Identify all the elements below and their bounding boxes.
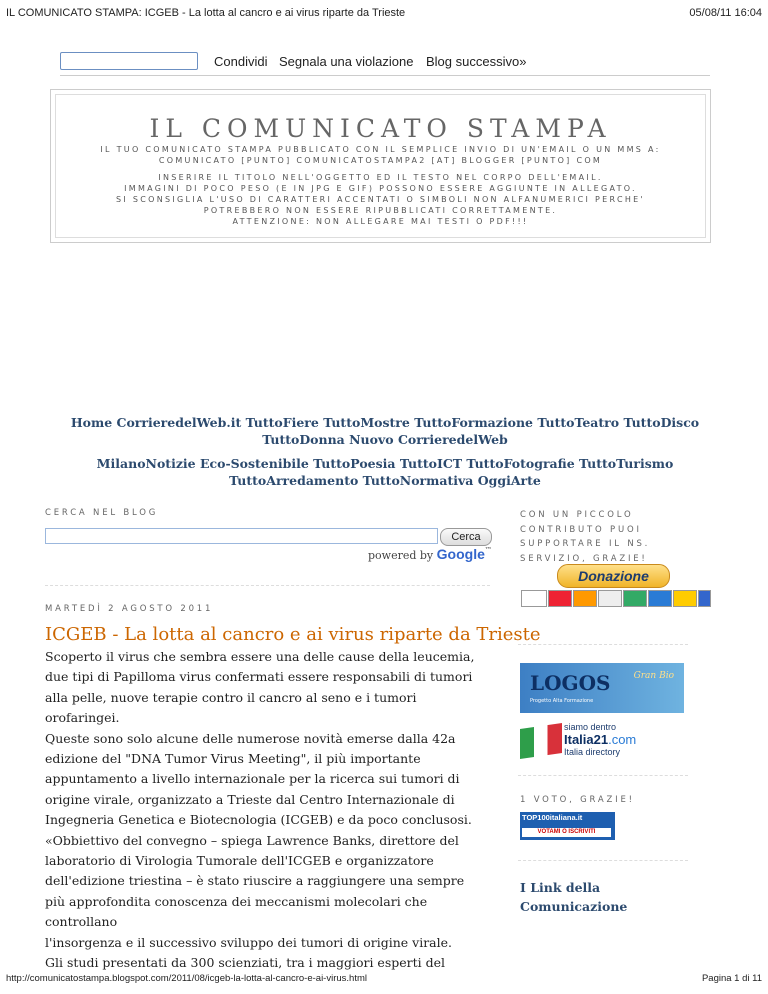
post-line: origine virale, organizzato a Trieste dal Centro Internazionale di	[45, 791, 455, 807]
italia21-name-text: Italia21	[564, 732, 609, 747]
donate-heading-line: CONTRIBUTO PUOI	[520, 524, 642, 535]
donate-button[interactable]: Donazione	[557, 564, 670, 588]
italian-flag-icon	[520, 723, 562, 759]
card-icon	[573, 590, 597, 607]
blog-description-line: ATTENZIONE: NON ALLEGARE MAI TESTI O PDF!!!	[232, 217, 529, 226]
post-line: Scoperto il virus che sembra essere una delle cause della leucemia,	[45, 649, 475, 664]
blog-description-line: IMMAGINI DI POCO PESO (E IN JPG E GIF) POSSONO ESSERE AGGIUNTE IN ALLEGATO.	[124, 184, 637, 193]
navbar-divider	[60, 75, 710, 76]
card-icon	[673, 590, 697, 607]
italia21-badge[interactable]	[520, 722, 684, 760]
blog-description-line: IL TUO COMUNICATO STAMPA PUBBLICATO CON IL SEMPLICE INVIO DI UN'EMAIL O UN MMS A:	[100, 145, 661, 154]
next-blog-link[interactable]: Blog successivo»	[426, 54, 527, 69]
paypal-icon	[598, 590, 622, 607]
post-line: orofaringei.	[45, 710, 120, 726]
pages-tab-list	[60, 414, 710, 448]
post-line: appuntamento a livello internazionale per la ricerca sui tumori di	[45, 771, 460, 787]
navbar-search-input[interactable]	[60, 52, 198, 70]
italia21-directory-text: Italia directory	[564, 747, 621, 757]
blog-description-line: SI SCONSIGLIA L'USO DI CARATTERI ACCENTATI O SIMBOLI NON ALFANUMERICI PERCHE'	[115, 195, 646, 204]
blogger-navbar	[60, 50, 710, 76]
top100-badge[interactable]	[520, 812, 615, 840]
amex-icon	[648, 590, 672, 607]
top100-label: TOP100italiana.it	[522, 813, 583, 822]
italia21-top-text: siamo dentro	[564, 722, 617, 732]
share-link[interactable]: Condividi	[214, 54, 268, 69]
print-header-title: IL COMUNICATO STAMPA: ICGEB - La lotta al cancro e ai virus riparte da Trieste	[6, 7, 406, 19]
logos-banner[interactable]	[520, 663, 684, 713]
links-heading-line: I Link della	[520, 880, 601, 895]
divider	[518, 775, 688, 777]
trademark-sign: ™	[484, 546, 492, 554]
post-line: l'insorgenza e il successivo sviluppo dei tumori di origine virale.	[45, 934, 452, 950]
pages-tab-row[interactable]: MilanoNotizie Eco-Sostenibile TuttoPoesia TuttoICT TuttoFotografie TuttoTurismo	[96, 456, 674, 471]
visa-icon	[521, 590, 547, 607]
links-heading-line: Comunicazione	[520, 899, 628, 914]
powered-by-label: powered by	[368, 549, 434, 562]
vote-button[interactable]: VOTAMI O ISCRIVITI	[522, 828, 611, 837]
logos-banner-right-text: Gran Bio	[633, 671, 674, 681]
pages-tab-list-2	[60, 455, 710, 489]
post-line: Ingegneria Genetica e Biotecnologia (ICGEB) e da poco conclusosi.	[45, 812, 472, 828]
vote-heading: 1 VOTO, GRAZIE!	[520, 795, 635, 805]
post-line: dell'edizione triestina – è stato riuscire a raggiungere una sempre	[45, 873, 465, 889]
blog-header	[50, 89, 711, 243]
post-line: Queste sono solo alcune delle numerose novità emerse dalla 42a	[45, 730, 456, 746]
divider	[518, 860, 688, 862]
card-icon	[698, 590, 711, 607]
divider	[45, 585, 490, 587]
pages-tab-row[interactable]: TuttoDonna Nuovo CorrieredelWeb	[262, 432, 508, 447]
post-line: alla pelle, nuove terapie contro il cancro al seno e i tumori	[45, 689, 417, 705]
post-body	[45, 647, 485, 974]
logos-banner-text: LOGOS	[530, 671, 611, 695]
search-button[interactable]: Cerca	[440, 528, 492, 546]
mastercard-icon	[548, 590, 572, 607]
payment-card-icons	[521, 590, 711, 607]
donate-heading-line: SERVIZIO, GRAZIE!	[520, 553, 648, 564]
blog-description-line: COMUNICATO [PUNTO] COMUNICATOSTAMPA2 [AT] BLOGGER [PUNTO] COM	[158, 156, 603, 165]
print-footer-page: Pagina 1 di 11	[701, 973, 762, 984]
post-line: laboratorio di Virologia Tumorale dell'ICGEB e organizzatore	[45, 853, 434, 869]
powered-by	[368, 546, 492, 562]
google-logo: Google	[436, 546, 485, 562]
donate-heading-line: CON UN PICCOLO	[520, 510, 634, 520]
print-header-datetime: 05/08/11 16:04	[689, 7, 762, 19]
donate-heading-line: SUPPORTARE IL NS.	[520, 539, 651, 549]
post-line: due tipi di Papilloma virus confermati essere responsabili di tumori	[45, 669, 473, 685]
post-line: più approfondita conoscenza dei meccanismi molecolari che controllano	[45, 893, 428, 930]
blog-description-line: INSERIRE IL TITOLO NELL'OGGETTO ED IL TESTO NEL CORPO DELL'EMAIL.	[158, 173, 603, 182]
card-icon	[623, 590, 647, 607]
blog-search-input[interactable]	[45, 528, 438, 544]
blog-description-line: POTREBBERO NON ESSERE RIPUBBLICATI CORRETTAMENTE.	[203, 206, 558, 215]
italia21-tld: .com	[608, 732, 637, 747]
pages-tab-row[interactable]: Home CorrieredelWeb.it TuttoFiere TuttoMostre TuttoFormazione TuttoTeatro TuttoDisco	[70, 415, 700, 430]
post-line: edizione del "DNA Tumor Virus Meeting", il più importante	[45, 751, 421, 767]
report-abuse-link[interactable]: Segnala una violazione	[279, 54, 414, 69]
post-line: «Obbiettivo del convegno – spiega Lawrence Banks, direttore del	[45, 832, 459, 848]
pages-tab-row[interactable]: TuttoArredamento TuttoNormativa OggiArte	[229, 473, 541, 488]
print-footer-url: http://comunicatostampa.blogspot.com/2011/08/icgeb-la-lotta-al-cancro-e-ai-virus.html	[6, 973, 367, 984]
logos-banner-subtext: Progetto Alta Formazione	[530, 698, 594, 704]
post-date: MARTEDÌ 2 AGOSTO 2011	[45, 604, 214, 614]
blog-title[interactable]: IL COMUNICATO STAMPA	[149, 114, 612, 143]
search-heading: CERCA NEL BLOG	[45, 508, 159, 518]
italia21-name	[564, 732, 636, 747]
links-heading	[520, 878, 627, 916]
divider	[518, 644, 688, 646]
post-line: Gli studi presentati da 300 scienziati, tra i maggiori esperti del	[45, 955, 445, 971]
post-title[interactable]: ICGEB - La lotta al cancro e ai virus riparte da Trieste	[45, 624, 541, 645]
donate-heading	[520, 508, 650, 566]
